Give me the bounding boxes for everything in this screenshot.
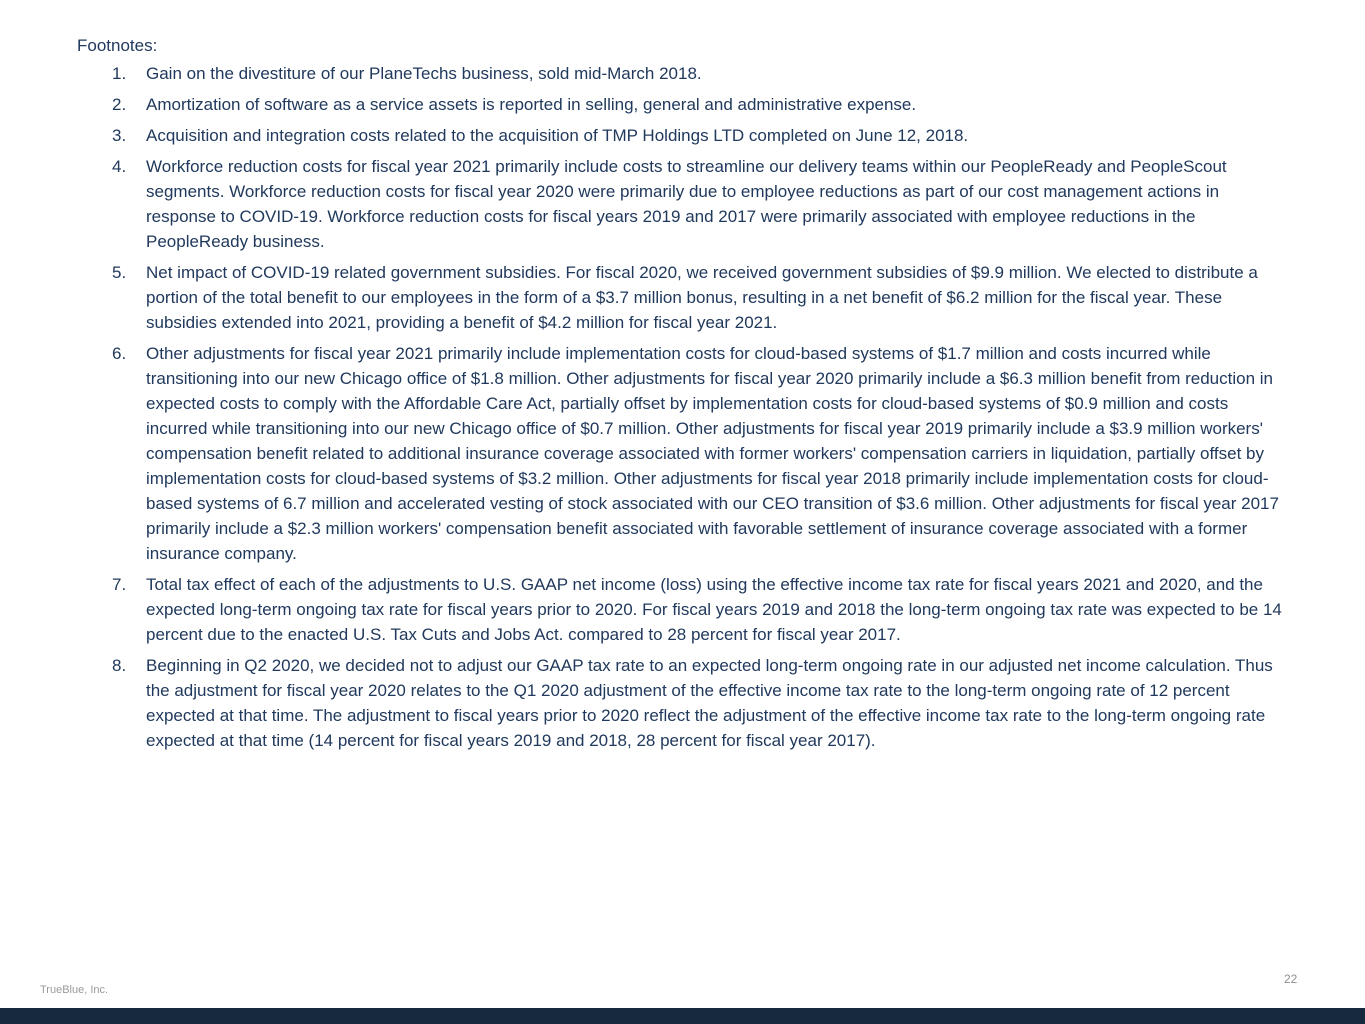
page-number: 22: [1284, 972, 1298, 986]
footer-company: TrueBlue, Inc.: [40, 984, 109, 996]
footnote-number: 4.: [112, 157, 127, 176]
footnote-number: 6.: [112, 344, 127, 363]
bottom-bar: [0, 1008, 1365, 1024]
footnote-number: 8.: [112, 656, 127, 675]
footnote-number: 5.: [112, 263, 127, 282]
footnote-item: [112, 154, 1284, 254]
footnote-text: Acquisition and integration costs related to the acquisition of TMP Holdings LTD completed on June 12, 2018.: [146, 126, 969, 145]
footnote-text: Net impact of COVID-19 related government subsidies. For fiscal 2020, we received government subsidies of $9.9 million. We elected to distribute a portion of the total benefit to our employees in the form of a $3.7 million bonus, resulting in a net benefit of $6.2 million for the fiscal year. These subsidies extended into 2021, providing a benefit of $4.2 million for fiscal year 2021.: [146, 263, 1258, 332]
footnote-number: 1.: [112, 64, 127, 83]
footnote-item: [112, 260, 1284, 335]
footnote-item: [112, 653, 1284, 753]
footnote-text: Amortization of software as a service assets is reported in selling, general and administrative expense.: [146, 95, 917, 114]
footnote-text: Other adjustments for fiscal year 2021 primarily include implementation costs for cloud-based systems of $1.7 million and costs incurred while transitioning into our new Chicago office of $1.8 million. Other adjustments for fiscal year 2020 primarily include a $6.3 million benefit from reduction in expected costs to comply with the Affordable Care Act, partially offset by implementation costs for cloud-based systems of $0.9 million and costs incurred while transitioning into our new Chicago office of $0.7 million. Other adjustments for fiscal year 2019 primarily include a $3.9 million workers' compensation benefit related to additional insurance coverage associated with former workers' compensation carriers in liquidation, partially offset by implementation costs for cloud-based systems of $3.2 million. Other adjustments for fiscal year 2018 primarily include implementation costs for cloud-based systems of 6.7 million and accelerated vesting of stock associated with our CEO transition of $3.6 million. Other adjustments for fiscal year 2017 primarily include a $2.3 million workers' compensation benefit associated with favorable settlement of insurance coverage associated with a former insurance company.: [146, 344, 1279, 563]
footnote-text: Beginning in Q2 2020, we decided not to adjust our GAAP tax rate to an expected long-term ongoing rate in our adjusted net income calculation. Thus the adjustment for fiscal year 2020 relates to the Q1 2020 adjustment of the effective income tax rate to the long-term ongoing rate of 12 percent expected at that time. The adjustment to fiscal years prior to 2020 reflect the adjustment of the effective income tax rate to the long-term ongoing rate expected at that time (14 percent for fiscal years 2019 and 2018, 28 percent for fiscal year 2017).: [146, 656, 1273, 750]
footnote-item: [112, 92, 1284, 117]
footnote-number: 2.: [112, 95, 127, 114]
footnote-item: [112, 341, 1284, 566]
footnotes-list: [112, 61, 1284, 759]
footnote-text: Workforce reduction costs for fiscal year 2021 primarily include costs to streamline our delivery teams within our PeopleReady and PeopleScout segments. Workforce reduction costs for fiscal year 2020 were primarily due to employee reductions as part of our cost management actions in response to COVID-19. Workforce reduction costs for fiscal years 2019 and 2017 were primarily associated with employee reductions in the PeopleReady business.: [146, 157, 1227, 251]
page-title: Footnotes:: [77, 36, 158, 55]
footnote-text: Total tax effect of each of the adjustments to U.S. GAAP net income (loss) using the effective income tax rate for fiscal years 2021 and 2020, and the expected long-term ongoing tax rate for fiscal years prior to 2020. For fiscal years 2019 and 2018 the long-term ongoing tax rate was expected to be 14 percent due to the enacted U.S. Tax Cuts and Jobs Act. compared to 28 percent for fiscal year 2017.: [146, 575, 1282, 644]
footnote-item: [112, 123, 1284, 148]
footnote-item: [112, 572, 1284, 647]
footnote-number: 3.: [112, 126, 127, 145]
footnote-item: [112, 61, 1284, 86]
footnote-number: 7.: [112, 575, 127, 594]
footnote-text: Gain on the divestiture of our PlaneTechs business, sold mid-March 2018.: [146, 64, 702, 83]
